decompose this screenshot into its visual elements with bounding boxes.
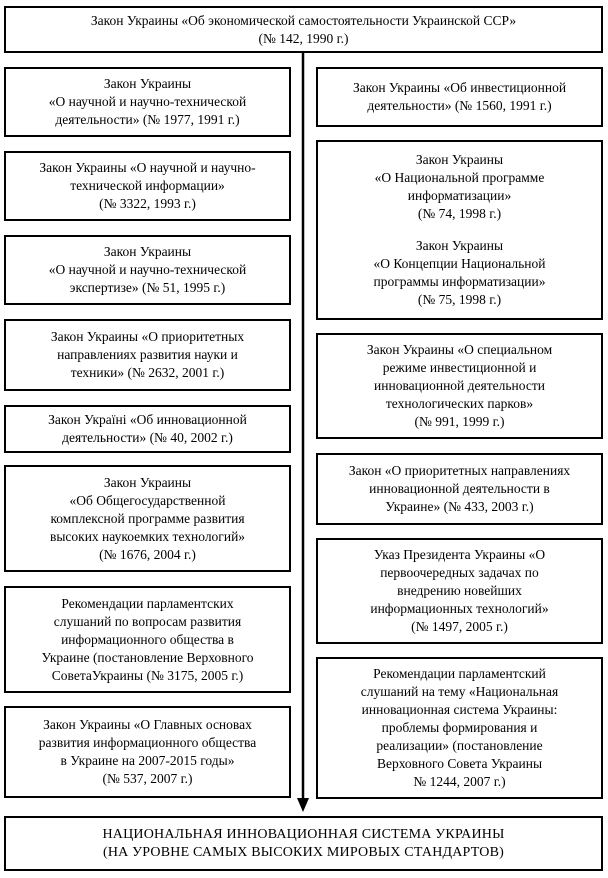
left-law-text: Закон Україні «Об инновационной деятельности» (№ 40, 2002 г.) <box>48 412 247 445</box>
national-innovation-system-box <box>4 816 603 871</box>
left-law-box-4 <box>4 319 291 391</box>
right-law-text: Закон Украины «О специальном режиме инвестиционной и инновационной деятельности технологических парков» (№ 991, 1999 г.) <box>366 342 553 429</box>
right-law-box-6 <box>316 657 603 799</box>
left-law-text: Рекомендации парламентских слушаний по вопросам развития информационного общества в Украине (постановление Верховного СоветаУкраины (№ 3175, 2005 г.) <box>41 595 254 683</box>
right-law-text: Указ Президента Украины «О первоочередных задачах по внедрению новейших информационных технологий» (№ 1497, 2005 г.) <box>370 547 549 634</box>
right-law-text: Закон «О приоритетных направлениях инновационной деятельности в Украине» (№ 433, 2003 г.) <box>348 463 571 514</box>
right-law-box-1 <box>316 67 603 127</box>
left-law-text: Закон Украины «О научной и научно-технической деятельности» (№ 1977, 1991 г.) <box>48 76 247 127</box>
right-law-text: Закон Украины «Об инвестиционной деятельности» (№ 1560, 1991 г.) <box>352 80 567 113</box>
left-law-text: Закон Украины «Об Общегосударственной комплексной программе развития высоких наукоемких технологий» (№ 1676, 2004 г.) <box>49 474 246 562</box>
left-law-text: Закон Украины «О приоритетных направлениях развития науки и техники» (№ 2632, 2001 г.) <box>50 329 245 380</box>
left-law-box-1 <box>4 67 291 137</box>
left-law-box-5 <box>4 405 291 453</box>
right-law-box-5 <box>316 538 603 644</box>
left-law-text: Закон Украины «О научной и научно-технической экспертизе» (№ 51, 1995 г.) <box>48 244 247 295</box>
left-law-box-7 <box>4 586 291 693</box>
right-law-box-2 <box>316 140 603 320</box>
left-law-box-8 <box>4 706 291 798</box>
right-law-box-4 <box>316 453 603 525</box>
left-law-text: Закон Украины «О Главных основах развития информационного общества в Украине на 2007-2015 годы» (№ 537, 2007 г.) <box>38 717 257 786</box>
left-law-text: Закон Украины «О научной и научно- технической информации» (№ 3322, 1993 г.) <box>39 160 256 211</box>
national-innovation-system-text: НАЦИОНАЛЬНАЯ ИННОВАЦИОННАЯ СИСТЕМА УКРАИНЫ (НА УРОВНЕ САМЫХ ВЫСОКИХ МИРОВЫХ СТАНДАРТОВ) <box>102 826 505 860</box>
top-law-text: Закон Украины «Об экономической самостоятельности Украинской ССР» (№ 142, 1990 г.) <box>90 12 517 46</box>
left-law-box-2 <box>4 151 291 221</box>
right-law-text: Закон Украины «О Национальной программе информатизации» (№ 74, 1998 г.) <box>374 152 545 221</box>
right-law-text: Закон Украины «О Концепции Национальной программы информатизации» (№ 75, 1998 г.) <box>373 238 546 307</box>
right-law-text: Рекомендации парламентский слушаний на тему «Национальная инновационная система Украины: проблемы формирования и реализации» (постановление Верховного Совета Украины № 1244, 2007 г.) <box>360 666 559 789</box>
top-law-box <box>4 6 603 53</box>
left-law-box-6 <box>4 465 291 572</box>
right-law-box-3 <box>316 333 603 439</box>
left-law-box-3 <box>4 235 291 305</box>
